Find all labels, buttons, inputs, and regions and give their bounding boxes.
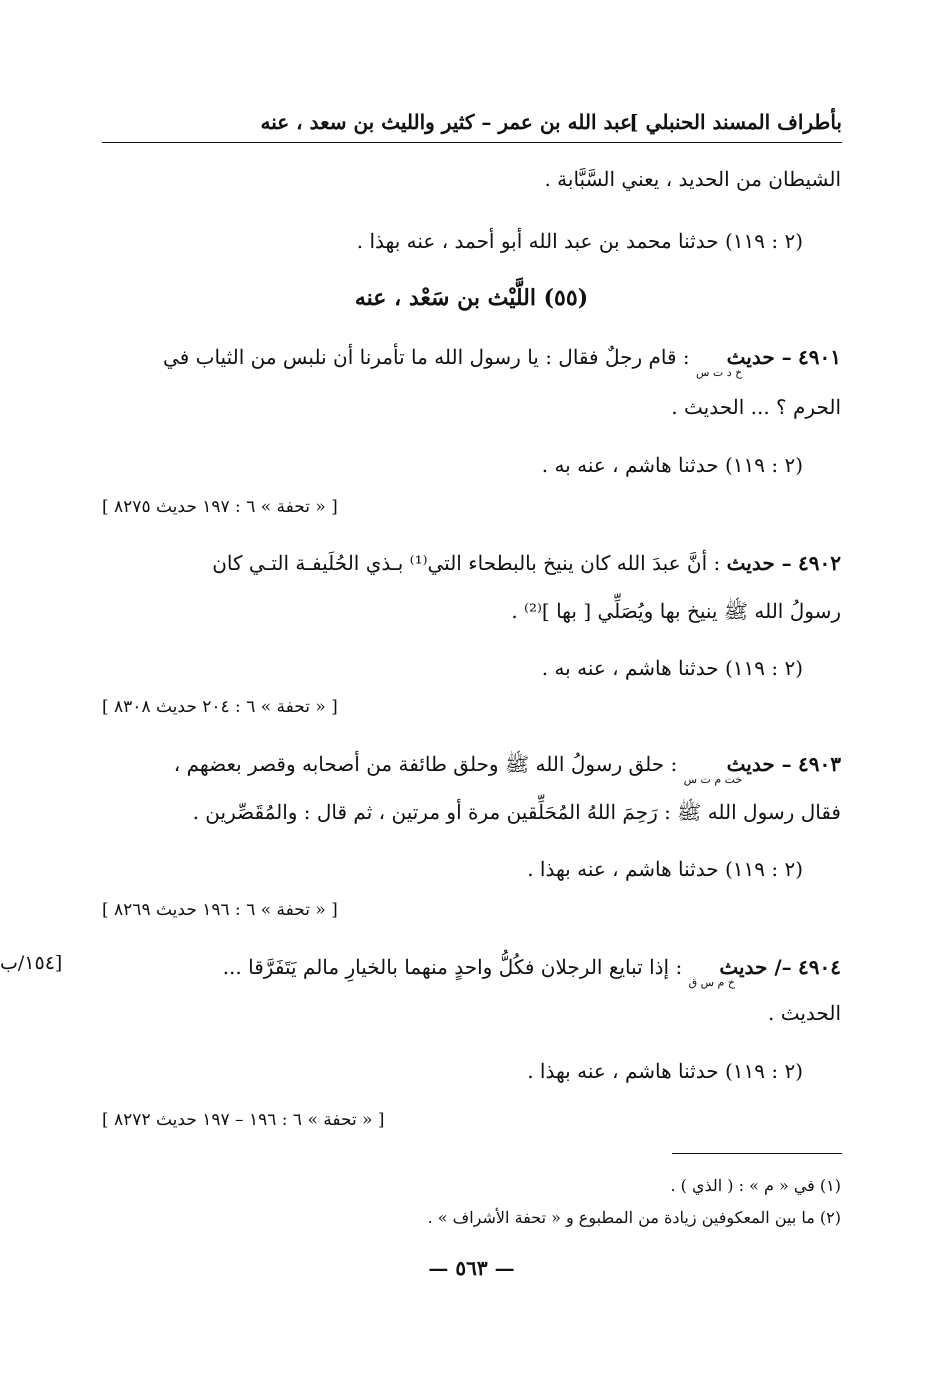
hadith-text: : قام رجلٌ فقال : يا رسول الله ما تأمرنا أن نلبس من الثياب في	[163, 345, 690, 369]
hadith-4902-line-1: ٤٩٠٢ – حديث : أنَّ عبدَ الله كان ينيخ بالبطحاء التي⁽¹⁾ بـذي الحُلَيفـة التـي كان	[212, 551, 841, 575]
hadith-number: ٤٩٠٤	[798, 955, 841, 979]
hadith-text: : حلق رسولُ الله ﷺ وحلق طائفة من أصحابه وقصر بعضهم ،	[173, 752, 678, 776]
margin-folio-note: [١٥٤/ب	[0, 952, 63, 974]
header-book-title: بأطراف المسند الحنبلي ]	[629, 110, 842, 134]
footnote-divider	[672, 1153, 842, 1154]
hadith-4904-isnad: (٢ : ١١٩) حدثنا هاشم ، عنه بهذا .	[527, 1059, 803, 1083]
hadith-4904-tuhfa: [ « تحفة » ٦ : ١٩٦ – ١٩٧ حديث ٨٢٧٢ ]	[102, 1110, 385, 1130]
hadith-label: حديث	[726, 551, 775, 575]
hadith-4901-line-2: الحرم ؟ ... الحديث .	[671, 395, 841, 419]
hadith-4903-line-1: ٤٩٠٣ – حديث $_{خت م ت س}$ : حلق رسولُ الله ﷺ وحلق طائفة من أصحابه وقصر بعضهم ،	[173, 752, 841, 786]
hadith-text: : أنَّ عبدَ الله كان ينيخ بالبطحاء التي⁽¹⁾ بـذي الحُلَيفـة التـي كان	[212, 551, 721, 575]
hadith-4903-isnad: (٢ : ١١٩) حدثنا هاشم ، عنه بهذا .	[527, 857, 803, 881]
hadith-4903-line-2: فقال رسول الله ﷺ : رَحِمَ اللهُ المُحَلِّقين مرة أو مرتين ، ثم قال : والمُقَصِّرين .	[192, 800, 841, 824]
chapter-title: (٥٥) اللَّيْث بن سَعْد ، عنه	[354, 285, 589, 311]
page-number: — ٥٦٣ —	[428, 1256, 515, 1280]
header-section-title: عبد الله بن عمر – كثير والليث بن سعد ، عنه	[260, 110, 632, 134]
hadith-4901-isnad: (٢ : ١١٩) حدثنا هاشم ، عنه به .	[541, 453, 803, 477]
hadith-sigla: خت م ت س	[683, 773, 743, 786]
hadith-number: ٤٩٠٣	[798, 752, 841, 776]
hadith-4904-line-1: ٤٩٠٤ –/ حديث $_{خ م س ق}$ : إذا تبايع الرجلان فكُلُّ واحدٍ منهما بالخيارِ مالم يَتَفَرَّقا ...	[222, 955, 841, 989]
hadith-4902-isnad: (٢ : ١١٩) حدثنا هاشم ، عنه به .	[541, 656, 803, 680]
hadith-4904-line-2: الحديث .	[768, 1001, 841, 1025]
hadith-text: : إذا تبايع الرجلان فكُلُّ واحدٍ منهما بالخيارِ مالم يَتَفَرَّقا ...	[222, 955, 683, 979]
hadith-4903-tuhfa: [ « تحفة » ٦ : ١٩٦ حديث ٨٢٦٩ ]	[102, 900, 338, 920]
footnote-2: (٢) ما بين المعكوفين زيادة من المطبوع و « تحفة الأشراف » .	[427, 1208, 841, 1227]
hadith-sigla: خ م س ق	[688, 976, 735, 989]
hadith-number: ٤٩٠١	[798, 345, 841, 369]
intro-line-1: الشيطان من الحديد ، يعني السَّبَّابة .	[544, 167, 841, 191]
hadith-label: حديث	[726, 345, 775, 369]
intro-isnad: (٢ : ١١٩) حدثنا محمد بن عبد الله أبو أحمد ، عنه بهذا .	[356, 229, 803, 253]
hadith-number: ٤٩٠٢	[798, 551, 841, 575]
hadith-label: حديث	[719, 955, 768, 979]
running-header	[102, 108, 842, 143]
hadith-4902-line-2: رسولُ الله ﷺ ينيخ بها ويُصَلِّي [ بها ]⁽²⁾ .	[511, 599, 841, 623]
hadith-4902-tuhfa: [ « تحفة » ٦ : ٢٠٤ حديث ٨٣٠٨ ]	[102, 697, 338, 717]
hadith-4901-tuhfa: [ « تحفة » ٦ : ١٩٧ حديث ٨٢٧٥ ]	[102, 497, 338, 517]
hadith-sigla: خ د ت س	[695, 366, 743, 379]
footnote-1: (١) في « م » : ( الذي ) .	[670, 1176, 841, 1195]
hadith-label: حديث	[726, 752, 775, 776]
hadith-4901-line-1: ٤٩٠١ – حديث $_{خ د ت س}$ : قام رجلٌ فقال : يا رسول الله ما تأمرنا أن نلبس من الثياب في	[163, 345, 841, 379]
